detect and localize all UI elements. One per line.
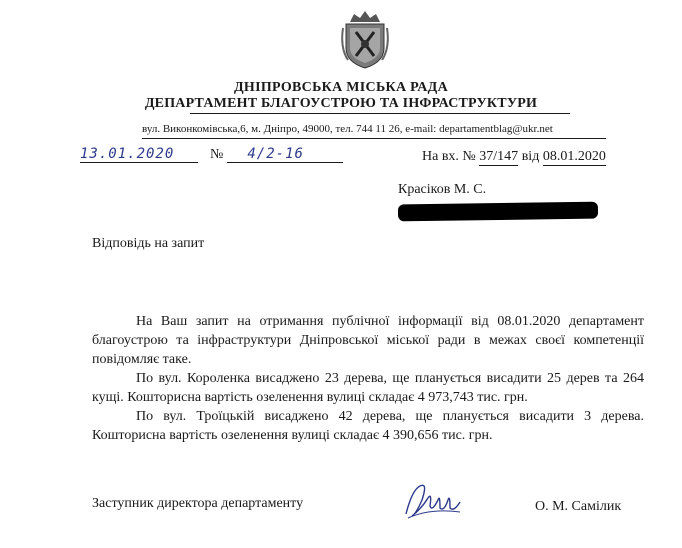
organization-name: ДНІПРОВСЬКА МІСЬКА РАДА (234, 80, 448, 95)
outgoing-date: 13.01.2020 (80, 146, 198, 163)
body-paragraph-3: По вул. Троїцькій висаджено 42 дерева, ще планується висадити 3 дерева. Кошторисна вартість озеленення вулиці складає 4 390,656 тис. грн. (92, 409, 644, 443)
header-divider (190, 113, 570, 114)
body-paragraph-1: На Ваш запит на отримання публічної інформації від 08.01.2020 департамент благоустрою та інфраструктури Дніпровської міської ради в межах своєї компетенції повідомляє таке. (92, 314, 644, 367)
handwritten-signature (402, 478, 464, 522)
incoming-registration (422, 149, 606, 166)
incoming-label: На вх. № (422, 149, 476, 164)
body-paragraph-2: По вул. Короленка висаджено 23 дерева, ще планується висадити 25 дерев та 264 кущі. Кошторисна вартість озеленення вулиці складає 4 973,743 тис. грн. (92, 371, 644, 405)
signatory-name: О. М. Самілик (535, 499, 622, 514)
address-line: вул. Виконкомівська,6, м. Дніпро, 49000, тел. 744 11 26, e-mail: departamentblag@ukr.net (142, 123, 553, 135)
redacted-block (398, 202, 598, 222)
city-coat-of-arms-icon (340, 8, 390, 70)
incoming-date-label: від (521, 149, 540, 164)
incoming-number: 37/147 (479, 149, 519, 164)
outgoing-registration (80, 145, 343, 163)
number-label: № (210, 147, 224, 162)
address-divider (142, 138, 606, 139)
signatory-position: Заступник директора департаменту (92, 496, 304, 511)
department-name: ДЕПАРТАМЕНТ БЛАГОУСТРОЮ ТА ІНФРАСТРУКТУРИ (144, 96, 538, 111)
recipient-name: Красіков М. С. (398, 182, 487, 197)
incoming-date: 08.01.2020 (542, 149, 606, 164)
outgoing-number: 4/2-16 (227, 146, 343, 163)
letter-subject: Відповідь на запит (92, 236, 205, 251)
